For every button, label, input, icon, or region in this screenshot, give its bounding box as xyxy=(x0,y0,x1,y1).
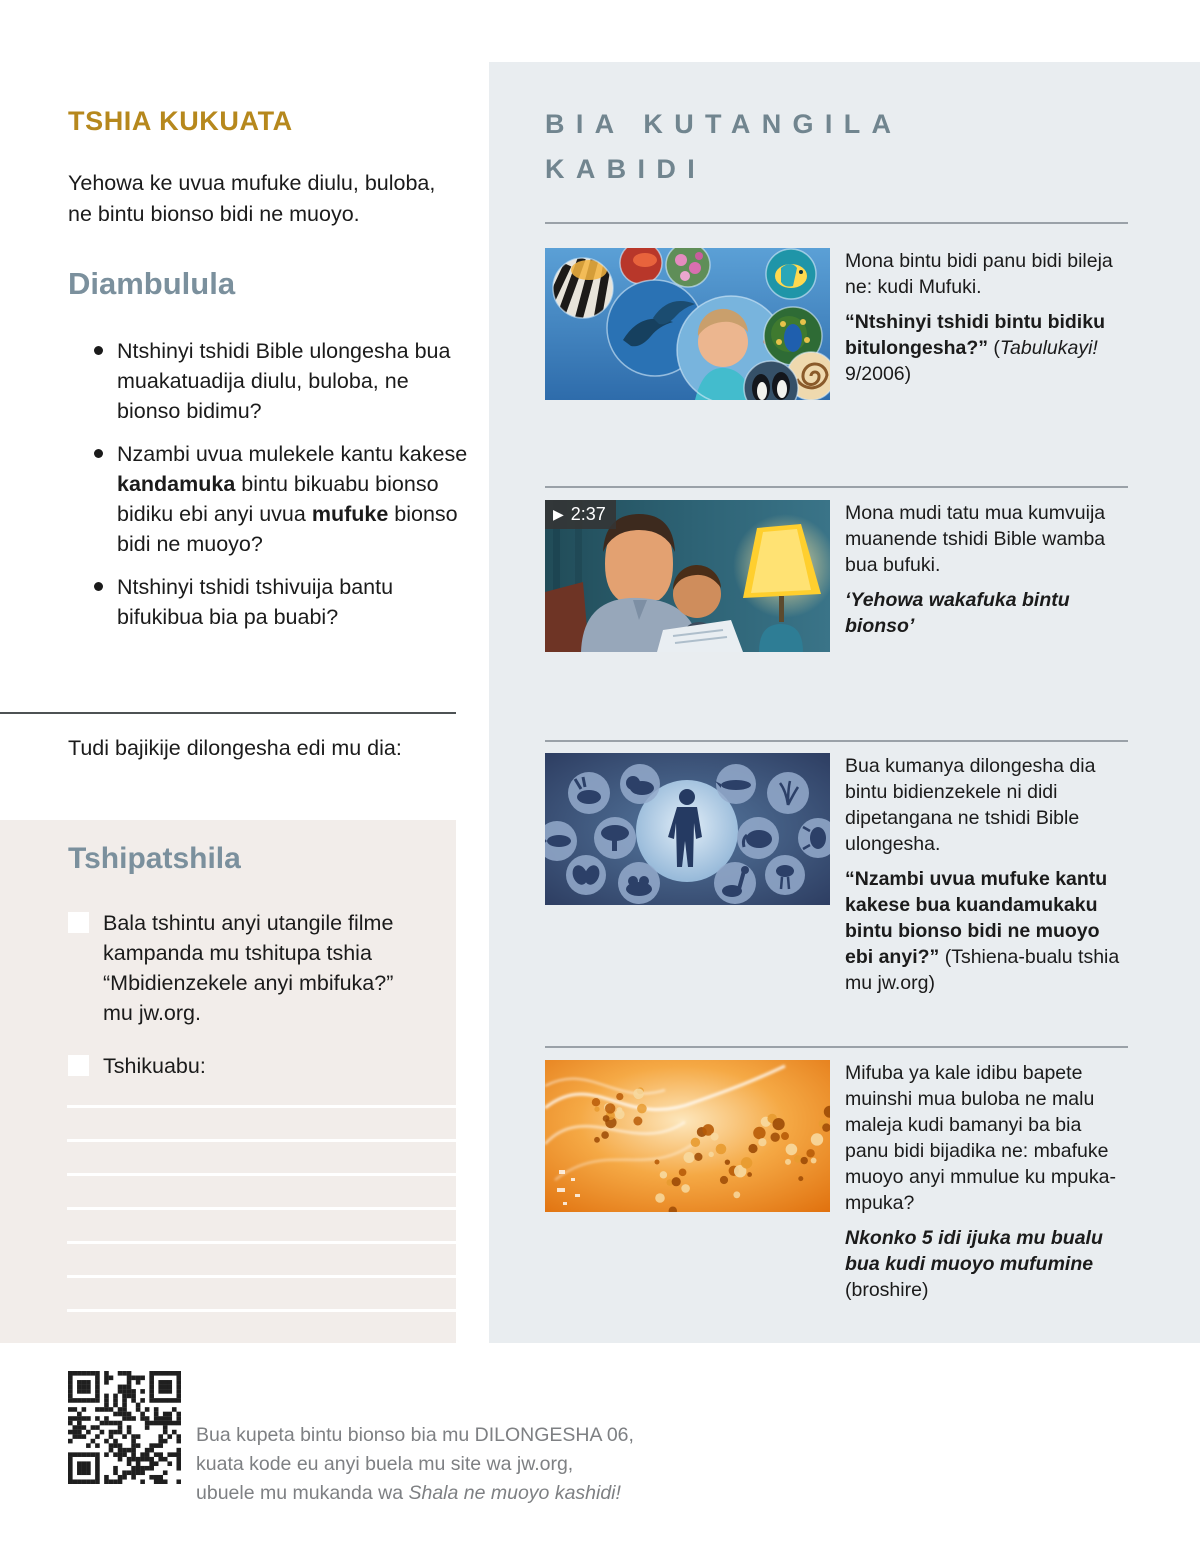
media-block-text xyxy=(845,500,1128,648)
writing-line xyxy=(67,1241,456,1244)
bullet-text: Ntshinyi tshidi tshivuija bantu bifukibua bia pa buabi? xyxy=(117,575,394,629)
dna-fossil-image xyxy=(545,1060,830,1212)
bullet-item xyxy=(68,572,468,632)
writing-line xyxy=(67,1309,456,1312)
writing-line xyxy=(67,1105,456,1108)
divider xyxy=(545,1046,1128,1048)
footer-note xyxy=(196,1421,756,1508)
bullet-text: Ntshinyi tshidi Bible ulongesha bua muakatuadija diulu, buloba, ne bionso bidimu? xyxy=(117,339,451,423)
bullet-text: Nzambi uvua mulekele kantu kakese kandamuka bintu bikuabu bionso bidiku ebi anyi uvua mufuke bionso bidi ne muoyo? xyxy=(117,442,468,556)
media-reference: Nkonko 5 idi ijuka mu bualu bua kudi muoyo mufumine (broshire) xyxy=(845,1227,1103,1301)
media-block-text xyxy=(845,753,1128,1005)
discussion-bullet-list xyxy=(68,336,468,645)
intro-text: Yehowa ke uvua mufuke diulu, buloba, ne bintu bionso bidi ne muoyo. xyxy=(68,171,436,226)
qr-code xyxy=(68,1371,181,1484)
media-block xyxy=(545,248,1128,400)
divider xyxy=(545,486,1128,488)
media-caption: Mona mudi tatu mua kumvuija muanende tshidi Bible wamba bua bufuki. xyxy=(845,502,1106,576)
video-duration: 2:37 xyxy=(570,504,606,524)
media-caption: Mifuba ya kale idibu bapete muinshi mua buloba ne malu maleja kudi bamanyi ba bia panu bidi bijadika ne: mbafuke muoyo anyi mmulue ku mpuka-mpuka? xyxy=(845,1062,1116,1214)
play-icon: ▶ xyxy=(553,506,564,522)
bullet-icon xyxy=(94,449,103,458)
divider xyxy=(545,222,1128,224)
media-reference: “Ntshinyi tshidi bintu bidiku bitulongesha?” (Tabulukayi! 9/2006) xyxy=(845,311,1105,385)
video-duration-badge xyxy=(545,500,616,529)
review-line: Tudi bajikije dilongesha edi mu dia: xyxy=(68,736,402,760)
section-title-discuss: Diambulula xyxy=(68,266,236,301)
checkbox[interactable] xyxy=(68,912,89,933)
bullet-icon xyxy=(94,582,103,591)
footer-line: ubuele mu mukanda wa Shala ne muoyo kashidi! xyxy=(196,1482,621,1504)
footer-line: Bua kupeta bintu bionso bia mu DILONGESHA 06, xyxy=(196,1424,634,1446)
creation-circles-image xyxy=(545,753,830,905)
media-reference: ‘Yehowa wakafuka bintu bionso’ xyxy=(845,589,1070,637)
footer-line: kuata kode eu anyi buela mu site wa jw.org, xyxy=(196,1453,574,1475)
panel-title: BIA KUTANGILA KABIDI xyxy=(545,109,902,185)
goal-item xyxy=(68,1051,418,1081)
goal-box xyxy=(0,820,456,1343)
media-block xyxy=(545,1060,1128,1312)
goal-item-text: Tshikuabu: xyxy=(103,1054,206,1078)
bullet-icon xyxy=(94,346,103,355)
media-block-text xyxy=(845,248,1128,396)
divider xyxy=(545,740,1128,742)
writing-line xyxy=(67,1173,456,1176)
divider xyxy=(0,712,456,714)
writing-line xyxy=(67,1139,456,1142)
page-title: TSHIA KUKUATA xyxy=(68,106,293,136)
checkbox[interactable] xyxy=(68,1055,89,1076)
media-caption: Mona bintu bidi panu bidi bileja ne: kudi Mufuki. xyxy=(845,250,1113,298)
father-son-video-thumbnail[interactable] xyxy=(545,500,830,652)
media-caption: Bua kumanya dilongesha dia bintu bidienzekele ni didi dipetangana ne tshidi Bible ulongesha. xyxy=(845,755,1096,855)
media-block xyxy=(545,753,1128,1005)
goal-item-text: Bala tshintu anyi utangile filme kampanda mu tshitupa tshia “Mbidienzekele anyi mbifuka?” mu jw.org. xyxy=(103,911,394,1025)
media-block-text xyxy=(845,1060,1128,1312)
writing-line xyxy=(67,1275,456,1278)
goal-item xyxy=(68,908,418,1028)
watch-again-panel xyxy=(489,62,1200,1343)
goal-box-title: Tshipatshila xyxy=(68,842,241,875)
creation-bubbles-image xyxy=(545,248,830,400)
media-reference: “Nzambi uvua mufuke kantu kakese bua kuandamukaku bintu bionso bidi ne muoyo ebi anyi?” (Tshiena-bualu tshia mu jw.org) xyxy=(845,868,1120,994)
writing-line xyxy=(67,1207,456,1210)
media-block xyxy=(545,500,1128,652)
bullet-item xyxy=(68,336,468,426)
bullet-item xyxy=(68,439,468,559)
